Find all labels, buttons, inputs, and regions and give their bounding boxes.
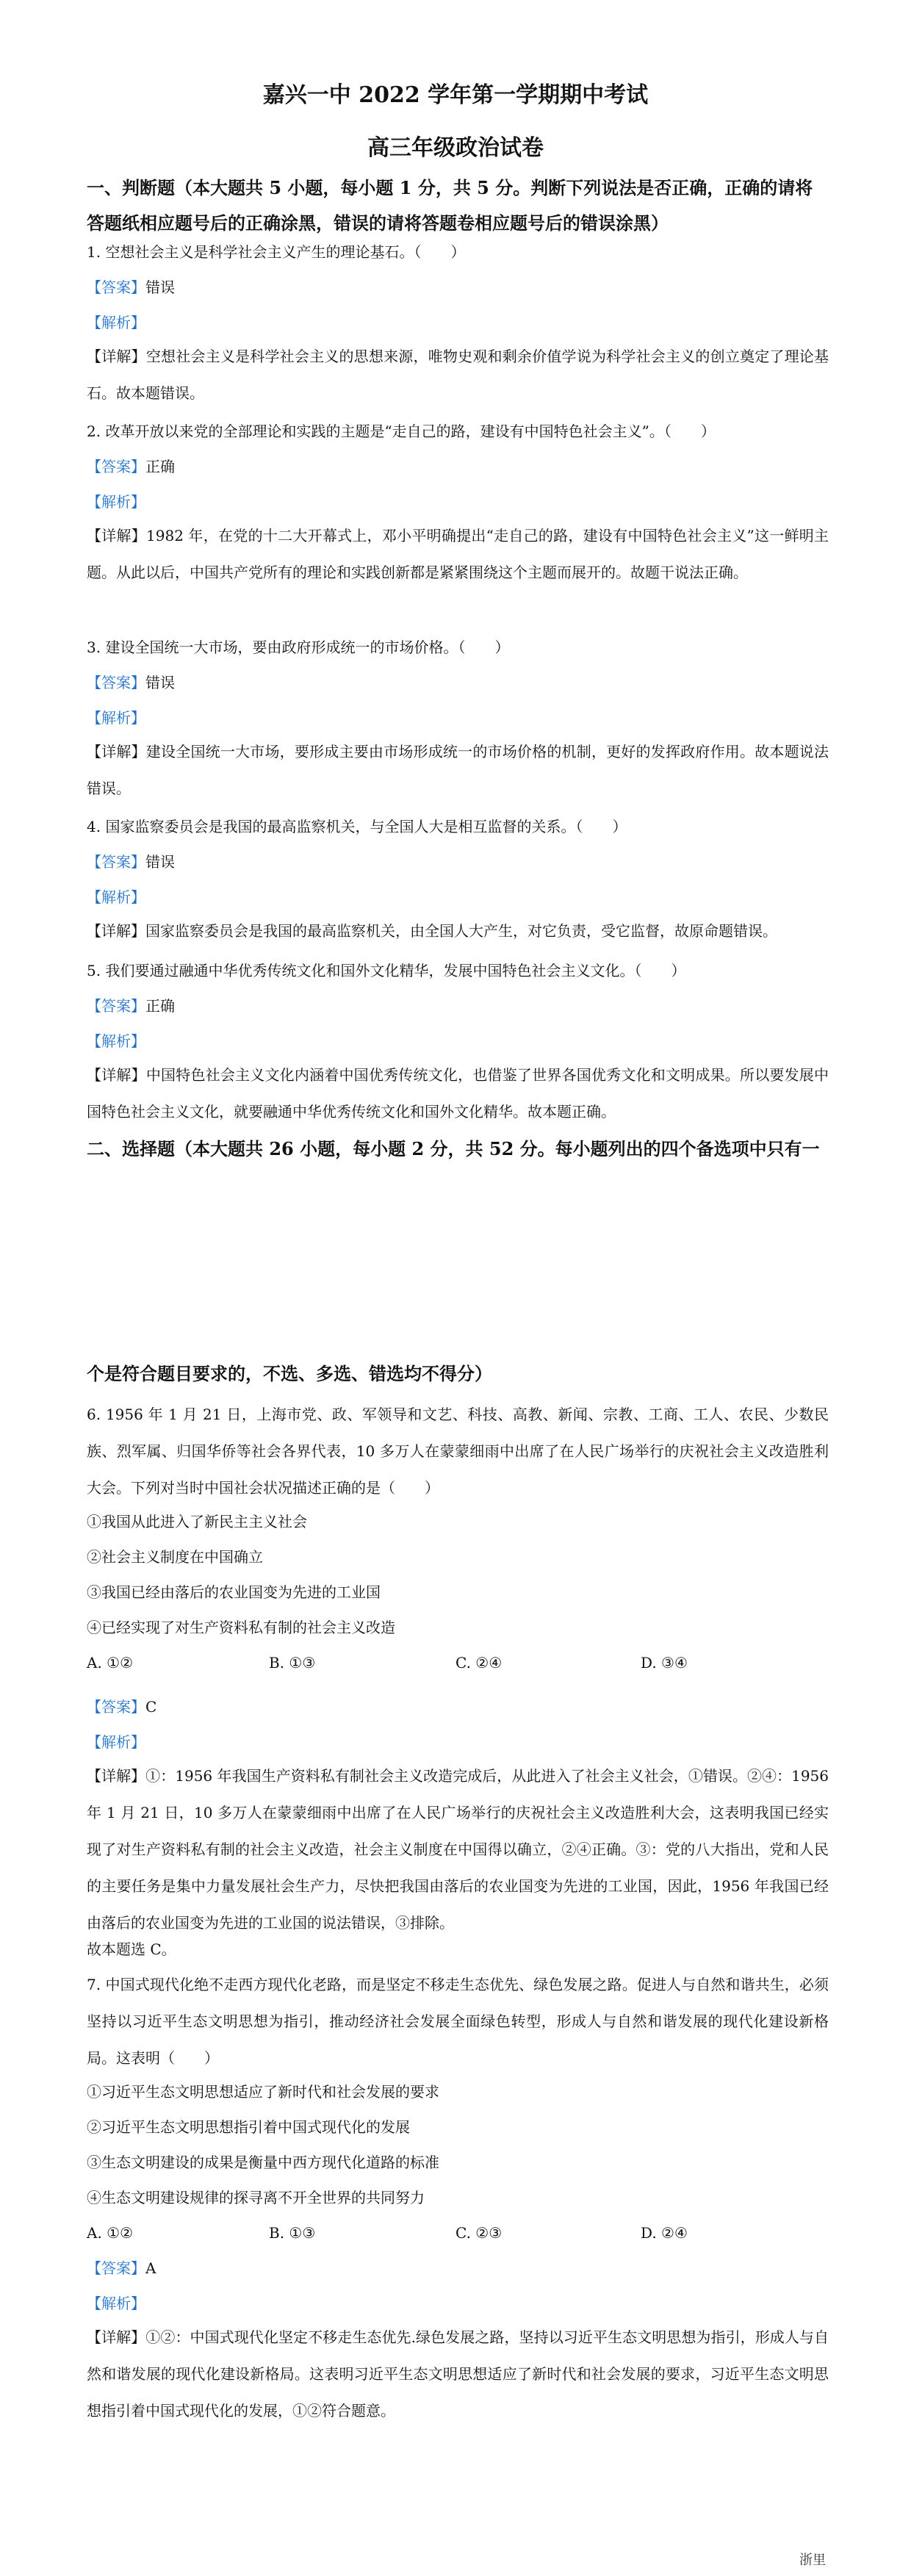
answer-tag: 【答案】 — [87, 458, 145, 475]
q6-detail-text: ①：1956 年我国生产资料私有制社会主义改造完成后，从此进入了社会主义社会，①错误。②④：1956 年 1 月 21 日，10 多万人在蒙蒙细雨中出席了在人民广场举行的庆祝社会主义改造胜利大会，这表明我国已经实现了对生产资料私有制的社会主义改造，社会主义制度在中国得以确立，②④正确。③：党的八大指出，党和人民的主要任务是集中力量发展社会生产力，尽快把我国由落后的农业国变为先进的工业国，因此，1956 年我国已经由落后的农业国变为先进的工业国的说法错误，③排除。 — [87, 1767, 829, 1932]
q7-option-c: C. ②③ — [455, 2224, 503, 2242]
q7-analysis-tag: 【解析】 — [87, 2295, 145, 2312]
q7-option-b: B. ①③ — [269, 2224, 316, 2242]
q6-item-1: ①我国从此进入了新民主主义社会 — [87, 1513, 307, 1530]
q7-detail — [87, 2319, 829, 2429]
q3-analysis-tag: 【解析】 — [87, 709, 145, 727]
q7-option-d: D. ②④ — [641, 2224, 688, 2242]
q1-answer — [87, 276, 829, 298]
q2-analysis-tag: 【解析】 — [87, 493, 145, 511]
q3-detail-text: 建设全国统一大市场，要形成主要由市场形成统一的市场价格的机制，更好的发挥政府作用。故本题说法错误。 — [87, 743, 829, 797]
q1-stem: 1. 空想社会主义是科学社会主义产生的理论基石。（ ） — [87, 243, 466, 261]
q5-answer-value: 正确 — [145, 997, 175, 1015]
q3-stem: 3. 建设全国统一大市场，要由政府形成统一的市场价格。（ ） — [87, 638, 510, 656]
q7-detail-text: ①②：中国式现代化坚定不移走生态优先.绿色发展之路，坚持以习近平生态文明思想为指引，形成人与自然和谐发展的现代化建设新格局。这表明习近平生态文明思想适应了新时代和社会发展的要求，习近平生态文明思想指引着中国式现代化的发展，①②符合题意。 — [87, 2328, 829, 2420]
q3-answer — [87, 672, 829, 694]
q6-item-4: ④已经实现了对生产资料私有制的社会主义改造 — [87, 1619, 395, 1636]
q1-detail — [87, 338, 829, 411]
q4-stem: 4. 国家监察委员会是我国的最高监察机关，与全国人大是相互监督的关系。（ ） — [87, 818, 627, 835]
q3-detail — [87, 733, 829, 807]
answer-tag: 【答案】 — [87, 674, 145, 691]
footer-mark: 浙里 — [799, 2552, 826, 2568]
answer-tag: 【答案】 — [87, 278, 145, 296]
q2-detail-text: 1982 年，在党的十二大开幕式上，邓小平明确提出“走自己的路，建设有中国特色社会主义”这一鲜明主题。从此以后，中国共产党所有的理论和实践创新都是紧紧围绕这个主题而展开的。故题干说法正确。 — [87, 527, 829, 581]
q1-answer-value: 错误 — [145, 278, 175, 296]
exam-title: 嘉兴一中 2022 学年第一学期期中考试 — [262, 82, 649, 108]
q5-stem: 5. 我们要通过融通中华优秀传统文化和国外文化精华，发展中国特色社会主义文化。（ ） — [87, 962, 686, 979]
section2-heading-part1: 二、选择题（本大题共 26 小题，每小题 2 分，共 52 分。每小题列出的四个备选项中只有一 — [87, 1138, 820, 1159]
q2-stem: 2. 改革开放以来党的全部理论和实践的主题是“走自己的路，建设有中国特色社会主义”。（ ） — [87, 422, 716, 440]
q7-item-3: ③生态文明建设的成果是衡量中西方现代化道路的标准 — [87, 2154, 439, 2171]
q7-option-a: A. ①② — [87, 2224, 134, 2242]
detail-tag: 【详解】 — [87, 348, 146, 365]
answer-tag: 【答案】 — [87, 2259, 145, 2277]
q4-detail — [87, 913, 829, 949]
q7-stem: 7. 中国式现代化绝不走西方现代化老路，而是坚定不移走生态优先、绿色发展之路。促进人与自然和谐共生，必须坚持以习近平生态文明思想为指引，推动经济社会发展全面绿色转型，形成人与自然和谐发展的现代化建设新格局。这表明（ ） — [87, 1976, 829, 2067]
q5-detail — [87, 1057, 829, 1130]
q5-detail-text: 中国特色社会主义文化内涵着中国优秀传统文化，也借鉴了世界各国优秀文化和文明成果。所以要发展中国特色社会主义文化，就要融通中华优秀传统文化和国外文化精华。故本题正确。 — [87, 1066, 829, 1120]
q6-item-3: ③我国已经由落后的农业国变为先进的工业国 — [87, 1583, 381, 1601]
q2-detail — [87, 517, 829, 591]
answer-tag: 【答案】 — [87, 853, 145, 871]
q5-answer — [87, 995, 829, 1017]
q7-item-4: ④生态文明建设规律的探寻离不开全世界的共同努力 — [87, 2189, 425, 2206]
q6-answer — [87, 1696, 829, 1718]
q6-answer-value: C — [145, 1698, 157, 1716]
q6-detail — [87, 1757, 829, 1941]
q3-answer-value: 错误 — [145, 674, 175, 691]
q4-answer — [87, 851, 829, 873]
detail-tag: 【详解】 — [87, 2328, 146, 2346]
section1-heading: 一、判断题（本大题共 5 小题，每小题 1 分，共 5 分。判断下列说法是否正确，正确的请将答题纸相应题号后的正确涂黑，错误的请将答题卷相应题号后的错误涂黑） — [87, 177, 813, 234]
detail-tag: 【详解】 — [87, 1767, 146, 1785]
q7-answer — [87, 2257, 829, 2279]
q2-answer — [87, 456, 829, 478]
q1-analysis-tag: 【解析】 — [87, 314, 145, 331]
q6-item-2: ②社会主义制度在中国确立 — [87, 1548, 263, 1566]
q4-analysis-tag: 【解析】 — [87, 888, 145, 906]
q6-conclusion: 故本题选 C。 — [87, 1940, 176, 1958]
q6-analysis-tag: 【解析】 — [87, 1733, 145, 1751]
q7-item-2: ②习近平生态文明思想指引着中国式现代化的发展 — [87, 2118, 410, 2136]
q5-analysis-tag: 【解析】 — [87, 1032, 145, 1050]
q6-option-d: D. ③④ — [641, 1654, 688, 1672]
q4-answer-value: 错误 — [145, 853, 175, 871]
q6-stem: 6. 1956 年 1 月 21 日，上海市党、政、军领导和文艺、科技、高教、新闻、宗教、工商、工人、农民、少数民族、烈军属、归国华侨等社会各界代表，10 多万人在蒙蒙细雨中出席了在人民广场举行的庆祝社会主义改造胜利大会。下列对当时中国社会状况描述正确的是（ ） — [87, 1406, 829, 1497]
q1-detail-text: 空想社会主义是科学社会主义的思想来源，唯物史观和剩余价值学说为科学社会主义的创立奠定了理论基石。故本题错误。 — [87, 348, 829, 402]
detail-tag: 【详解】 — [87, 1066, 146, 1084]
q7-item-1: ①习近平生态文明思想适应了新时代和社会发展的要求 — [87, 2083, 439, 2101]
detail-tag: 【详解】 — [87, 527, 147, 544]
detail-tag: 【详解】 — [87, 743, 146, 760]
q7-answer-value: A — [145, 2259, 156, 2277]
q6-option-a: A. ①② — [87, 1654, 134, 1672]
exam-subtitle: 高三年级政治试卷 — [367, 135, 544, 161]
detail-tag: 【详解】 — [87, 922, 145, 940]
q4-detail-text: 国家监察委员会是我国的最高监察机关，由全国人大产生，对它负责，受它监督，故原命题错误。 — [145, 922, 777, 940]
section2-heading-part2: 个是符合题目要求的，不选、多选、错选均不得分） — [87, 1363, 492, 1384]
q6-option-c: C. ②④ — [455, 1654, 503, 1672]
q6-option-b: B. ①③ — [269, 1654, 316, 1672]
q2-answer-value: 正确 — [145, 458, 175, 475]
answer-tag: 【答案】 — [87, 997, 145, 1015]
answer-tag: 【答案】 — [87, 1698, 145, 1716]
